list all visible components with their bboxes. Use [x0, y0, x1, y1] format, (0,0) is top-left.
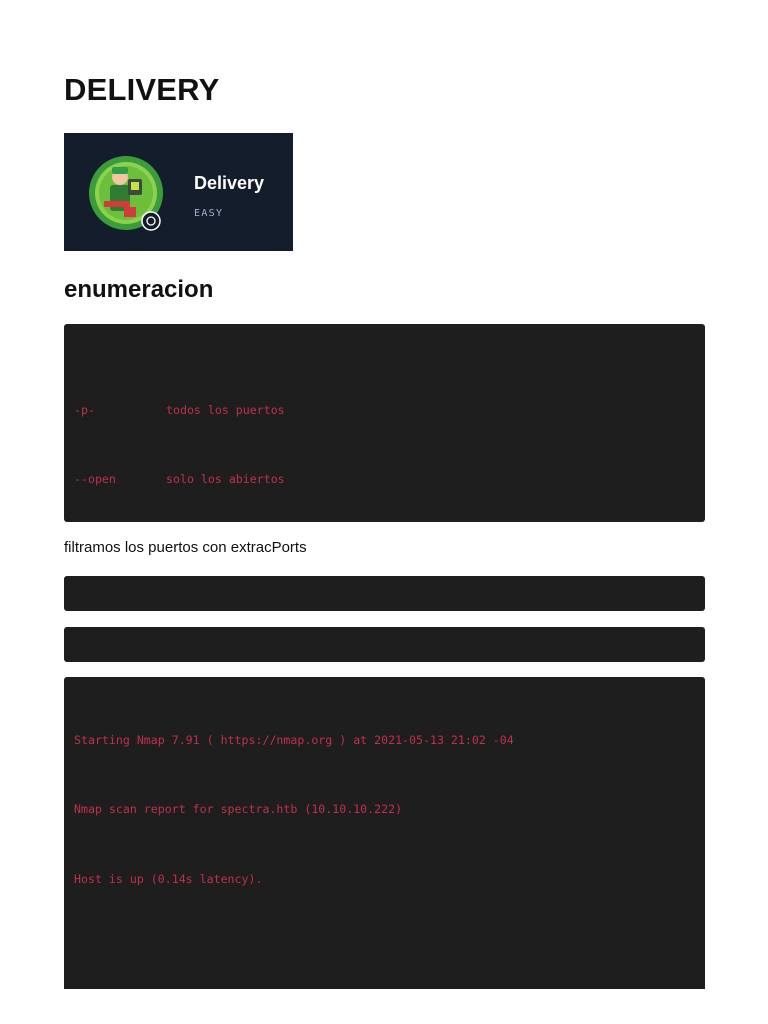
page-title: DELIVERY — [64, 72, 220, 107]
output-line: Starting Nmap 7.91 ( https://nmap.org ) at 2021-05-13 21:02 -04 — [74, 732, 514, 747]
box-avatar — [88, 155, 164, 231]
output-line — [74, 938, 695, 961]
output-line: Nmap scan report for spectra.htb (10.10.10.222) — [74, 802, 403, 817]
nmap-output-block — [64, 677, 705, 989]
box-name: Delivery — [194, 173, 265, 193]
nmap-command-block — [64, 627, 705, 662]
options-code-block — [64, 324, 705, 522]
option-row: -p- todos los puertos — [74, 402, 285, 417]
box-difficulty: EASY — [194, 208, 224, 219]
box-banner — [64, 133, 293, 251]
output-line: Host is up (0.14s latency). — [74, 872, 263, 887]
option-row: --open solo los abiertos — [74, 472, 285, 487]
badge-icon — [141, 211, 161, 231]
section-heading: enumeracion — [64, 276, 214, 303]
paragraph: filtramos los puertos con extracPorts — [64, 539, 307, 556]
extract-code-block — [64, 576, 705, 611]
